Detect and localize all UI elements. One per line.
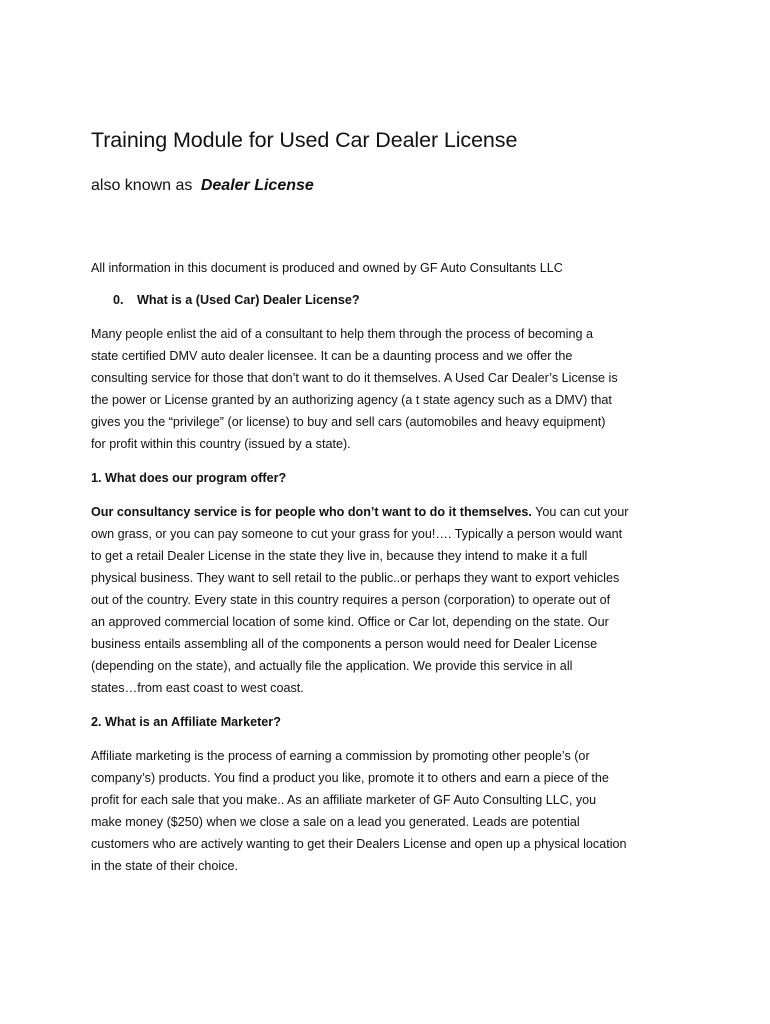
paragraph-line: make money ($250) when we close a sale on a lead you generated. Leads are potential	[91, 815, 580, 829]
paragraph-line: customers who are actively wanting to get their Dealers License and open up a physical location	[91, 837, 627, 851]
paragraph-line: an approved commercial location of some kind. Office or Car lot, depending on the state. Our	[91, 615, 609, 629]
paragraph-line: (depending on the state), and actually file the application. We provide this service in all	[91, 659, 573, 673]
paragraph-first-line	[91, 501, 691, 523]
paragraph-line: Affiliate marketing is the process of earning a commission by promoting other people’s (or	[91, 749, 590, 763]
paragraph-line: in the state of their choice.	[91, 859, 239, 873]
document-page	[91, 125, 691, 877]
paragraph-line: state certified DMV auto dealer licensee. It can be a daunting process and we offer the	[91, 349, 573, 363]
section-1-lead-rest: You can cut your	[531, 505, 629, 519]
ownership-statement: All information in this document is produced and owned by GF Auto Consultants LLC	[91, 261, 563, 275]
paragraph-line: gives you the “privilege” (or license) to buy and sell cars (automobiles and heavy equipment)	[91, 415, 606, 429]
document-subtitle	[91, 175, 691, 197]
section-1-lead: Our consultancy service is for people who don’t want to do it themselves.	[91, 505, 532, 519]
section-0-number: 0.	[113, 293, 124, 307]
paragraph-line: for profit within this country (issued by a state).	[91, 437, 351, 451]
document-title: Training Module for Used Car Dealer License	[91, 128, 518, 152]
subtitle-emphasis: Dealer License	[200, 177, 314, 194]
section-2-paragraph	[91, 745, 691, 877]
section-0-heading-text: What is a (Used Car) Dealer License?	[137, 293, 360, 307]
subtitle-prefix: also known as	[91, 177, 193, 194]
paragraph-line: company’s) products. You find a product you like, promote it to others and earn a piece of the	[91, 771, 609, 785]
paragraph-line: states…from east coast to west coast.	[91, 681, 304, 695]
section-1-heading: 1. What does our program offer?	[91, 471, 287, 485]
section-0-heading	[91, 291, 691, 309]
section-1-paragraph	[91, 501, 691, 699]
paragraph-line: own grass, or you can pay someone to cut your grass for you!…. Typically a person would want	[91, 527, 623, 541]
paragraph-line: physical business. They want to sell retail to the public..or perhaps they want to export vehicles	[91, 571, 620, 585]
paragraph-line: Many people enlist the aid of a consultant to help them through the process of becoming a	[91, 327, 593, 341]
paragraph-line: out of the country. Every state in this country requires a person (corporation) to operate out of	[91, 593, 611, 607]
paragraph-line: consulting service for those that don’t want to do it themselves. A Used Car Dealer’s License is	[91, 371, 618, 385]
section-2-heading: 2. What is an Affiliate Marketer?	[91, 715, 281, 729]
section-0-paragraph	[91, 323, 691, 455]
paragraph-line: the power or License granted by an authorizing agency (a t state agency such as a DMV) that	[91, 393, 612, 407]
paragraph-line: to get a retail Dealer License in the state they live in, because they intend to make it a full	[91, 549, 588, 563]
paragraph-line: profit for each sale that you make.. As an affiliate marketer of GF Auto Consulting LLC, you	[91, 793, 597, 807]
paragraph-line: business entails assembling all of the components a person would need for Dealer License	[91, 637, 598, 651]
